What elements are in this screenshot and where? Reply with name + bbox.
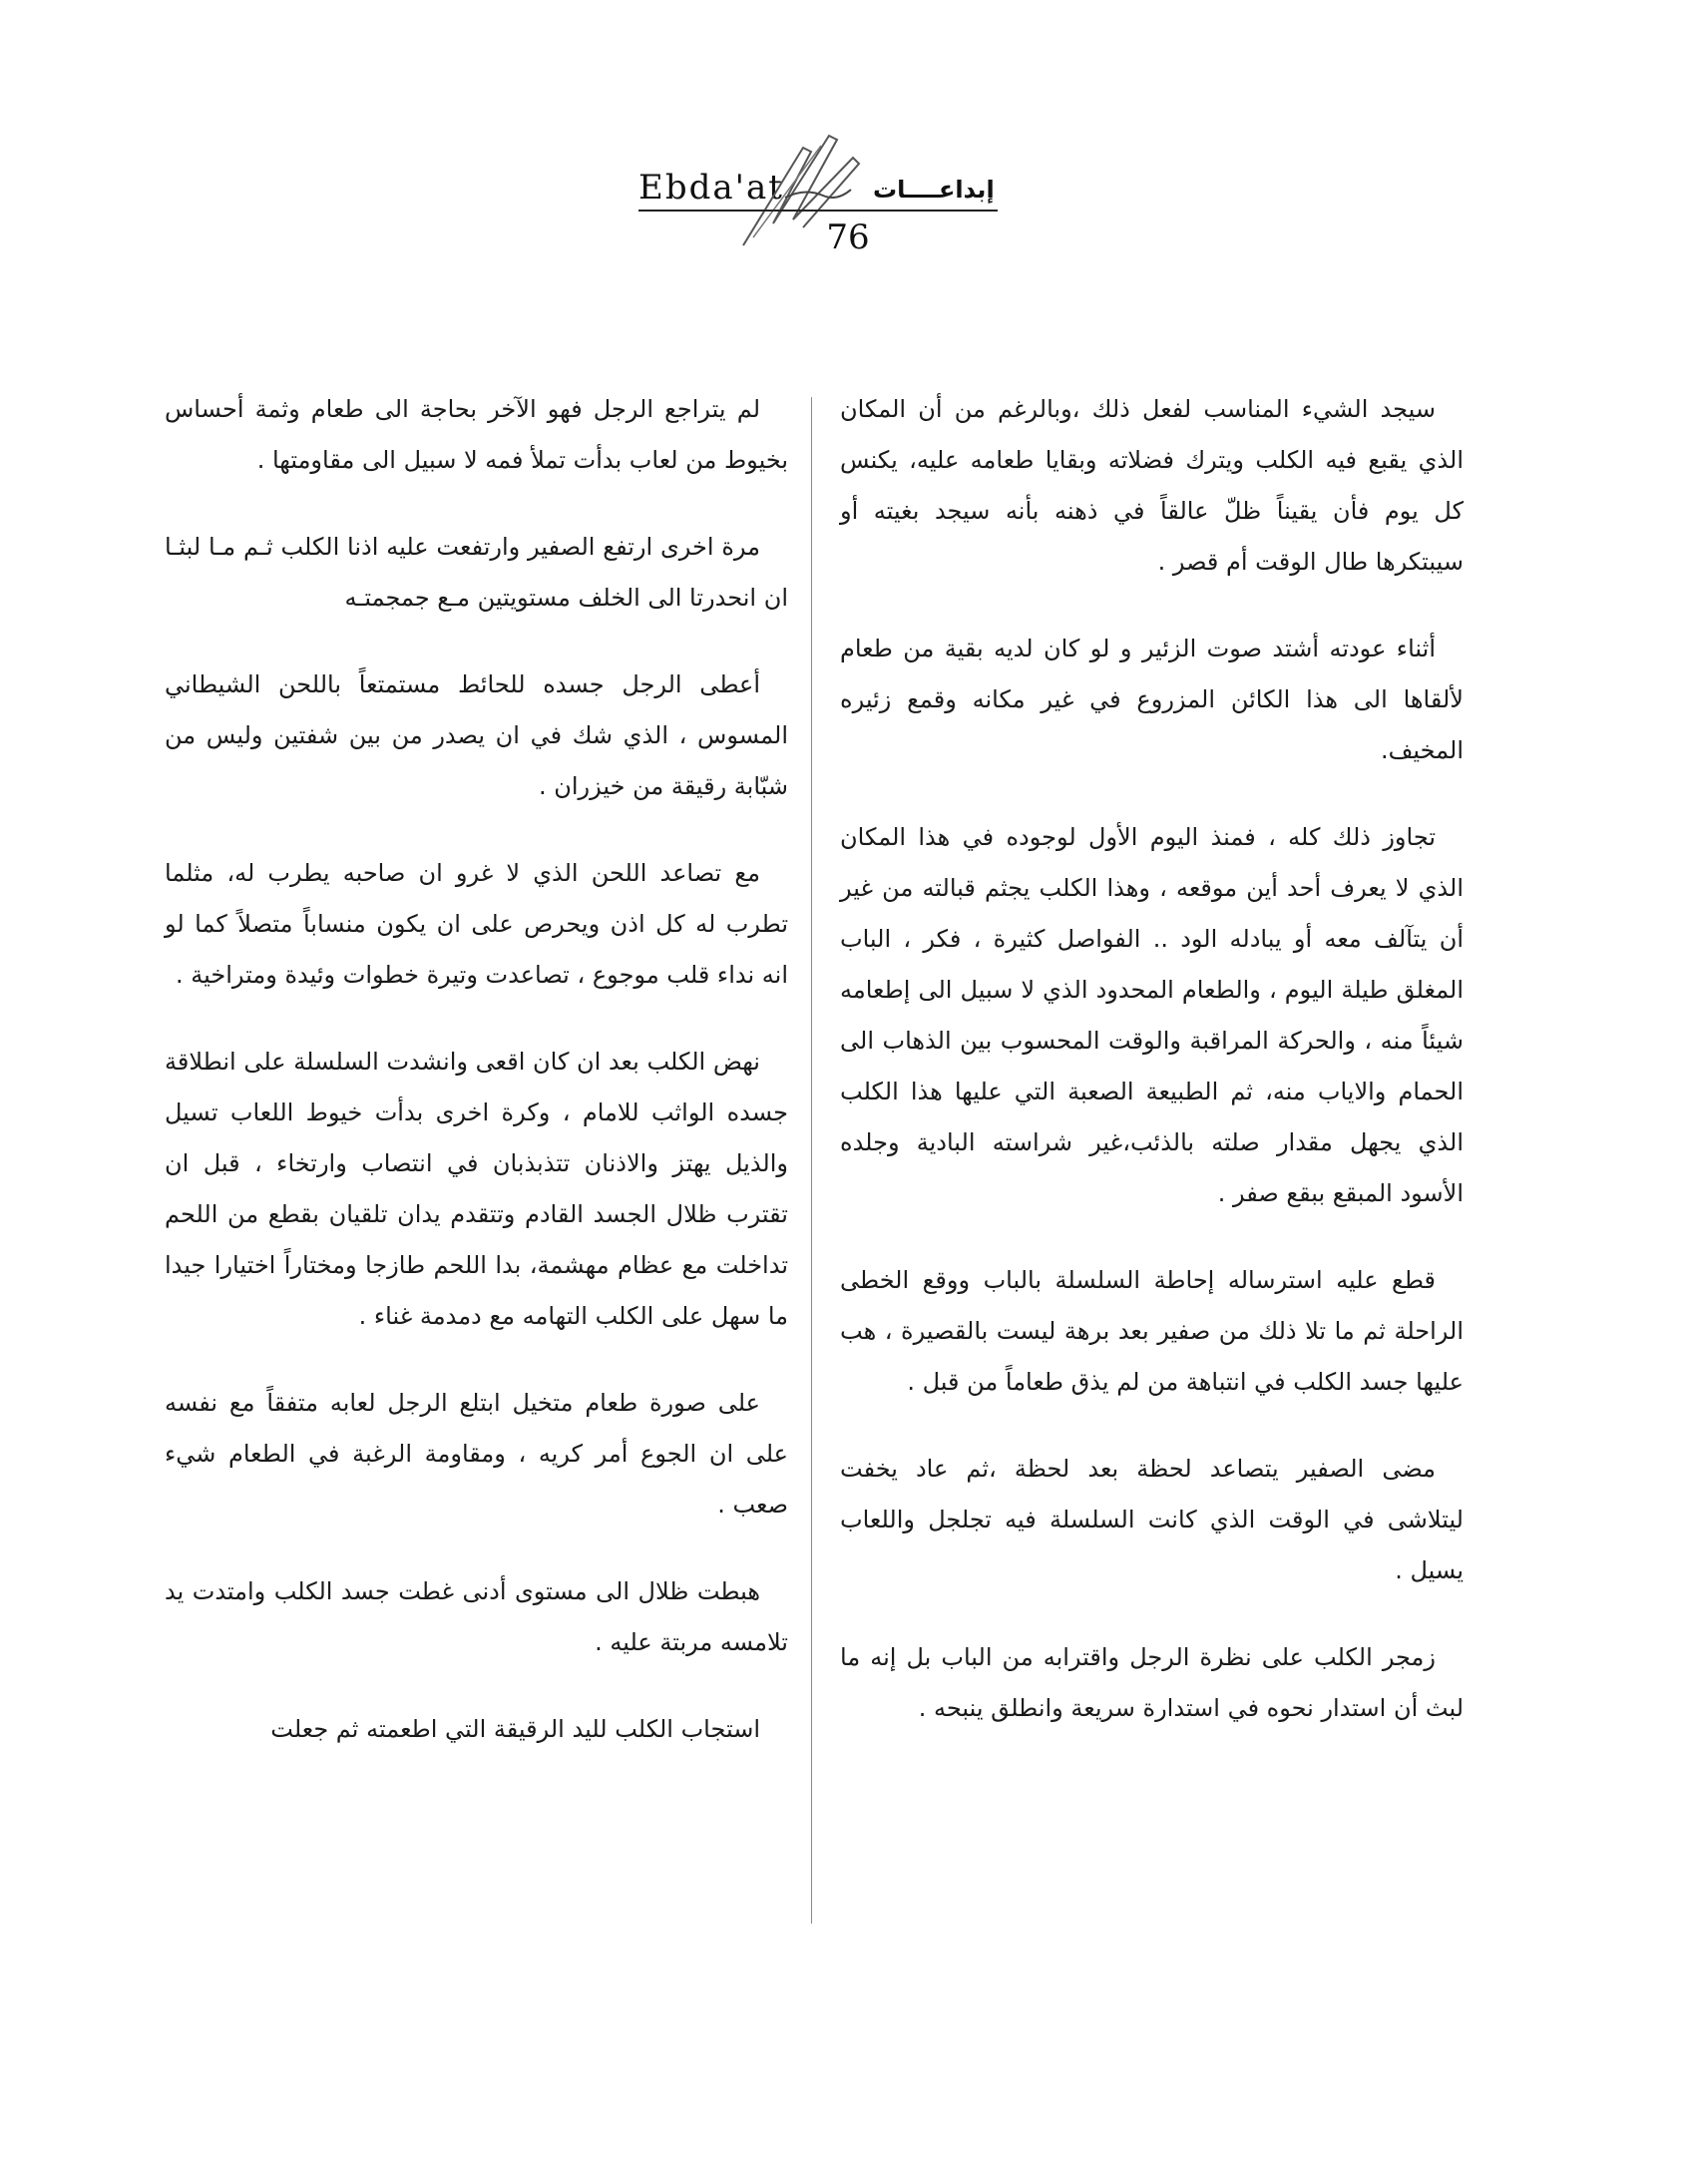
paragraph: قطع عليه استرساله إحاطة السلسلة بالباب ووقع الخطى الراحلة ثم ما تلا ذلك من صفير بعد برهة ليست بالقصيرة ، هب عليها جسد الكلب في انتباهة من لم يذق طعاماً من قبل . [840,1266,1464,1396]
brand-arabic-title: إبداعــــات [873,176,995,204]
paragraph: هبطت ظلال الى مستوى أدنى غطت جسد الكلب وامتدت يد تلامسه مربتة عليه . [165,1577,788,1656]
header-rule [866,210,998,212]
paragraph: نهض الكلب بعد ان كان اقعى وانشدت السلسلة على انطلاقة جسده الواثب للامام ، وكرة اخرى بدأت خيوط اللعاب تسيل والذيل يهتز والاذنان تتذبذبان في انتصاب وارتخاء ، قبل ان تقترب ظلال الجسد القادم وتتقدم يدان تلقيان بقطع من اللحم تداخلت مع عظام مهشمة، بدا اللحم طازجا ومختاراً اختيارا جيدا ما سهل على الكلب التهامه مع دمدمة غناء . [165,1048,788,1330]
left-column [165,384,788,1791]
right-column [840,384,1464,1770]
column-divider [811,397,812,1924]
paragraph: سيجد الشيء المناسب لفعل ذلك ،وبالرغم من أن المكان الذي يقبع فيه الكلب ويترك فضلاته وبقايا طعامه عليه، يكنس كل يوم فأن يقيناً ظلّ عالقاً في ذهنه بأنه سيجد بغيته أو سيبتكرها طال الوقت أم قصر . [840,395,1464,576]
paragraph: مضى الصفير يتصاعد لحظة بعد لحظة ،ثم عاد يخفت ليتلاشى في الوقت الذي كانت السلسلة فيه تجلجل واللعاب يسيل . [840,1455,1464,1584]
paragraph: مرة اخرى ارتفع الصفير وارتفعت عليه اذنا الكلب ثـم مـا لبثـا ان انحدرتا الى الخلف مستويتين مـع جمجمتـه [165,533,788,612]
page-number: 76 [826,218,870,257]
paragraph: أثناء عودته أشتد صوت الزئير و لو كان لديه بقية من طعام لألقاها الى هذا الكائن المزروع في غير مكانه وقمع زئيره المخيف. [840,635,1464,764]
paragraph: لم يتراجع الرجل فهو الآخر بحاجة الى طعام وثمة أحساس بخيوط من لعاب بدأت تملأ فمه لا سبيل الى مقاومتها . [165,395,788,474]
paragraph: زمجر الكلب على نظرة الرجل واقترابه من الباب بل إنه ما لبث أن استدار نحوه في استدارة سريعة وانطلق ينبحه . [840,1643,1464,1722]
paragraph: على صورة طعام متخيل ابتلع الرجل لعابه متفقاً مع نفسه على ان الجوع أمر كريه ، ومقاومة الرغبة في الطعام شيء صعب . [165,1389,788,1519]
paragraph: مع تصاعد اللحن الذي لا غرو ان صاحبه يطرب له، مثلما تطرب له كل اذن ويحرص على ان يكون منساباً متصلاً كما لو انه نداء قلب موجوع ، تصاعدت وتيرة خطوات وئيدة ومتراخية . [165,859,788,989]
paragraph: استجاب الكلب لليد الرقيقة التي اطعمته ثم جعلت [270,1715,760,1743]
paragraph: تجاوز ذلك كله ، فمنذ اليوم الأول لوجوده في هذا المكان الذي لا يعرف أحد أين موقعه ، وهذا الكلب يجثم قبالته من غير أن يتآلف معه أو يبادله الود .. الفواصل كثيرة ، فكر ، الباب المغلق طيلة اليوم ، والطعام المحدود الذي لا سبيل الى إطعامه شيئاً منه ، والحركة المراقبة والوقت المحسوب بين الذهاب الى الحمام والاياب منه، ثم الطبيعة الصعبة التي عليها هذا الكلب الذي يجهل مقدار صلته بالذئب،غير شراسته البادية وجلده الأسود المبقع ببقع صفر . [840,823,1464,1207]
brand-latin-title: Ebda'at [638,168,784,208]
header-rule [638,210,868,212]
page-header [638,128,1057,257]
paragraph: أعطى الرجل جسده للحائط مستمتعاً باللحن الشيطاني المسوس ، الذي شك في ان يصدر من بين شفتين وليس من شبّابة رقيقة من خيزران . [165,670,788,800]
